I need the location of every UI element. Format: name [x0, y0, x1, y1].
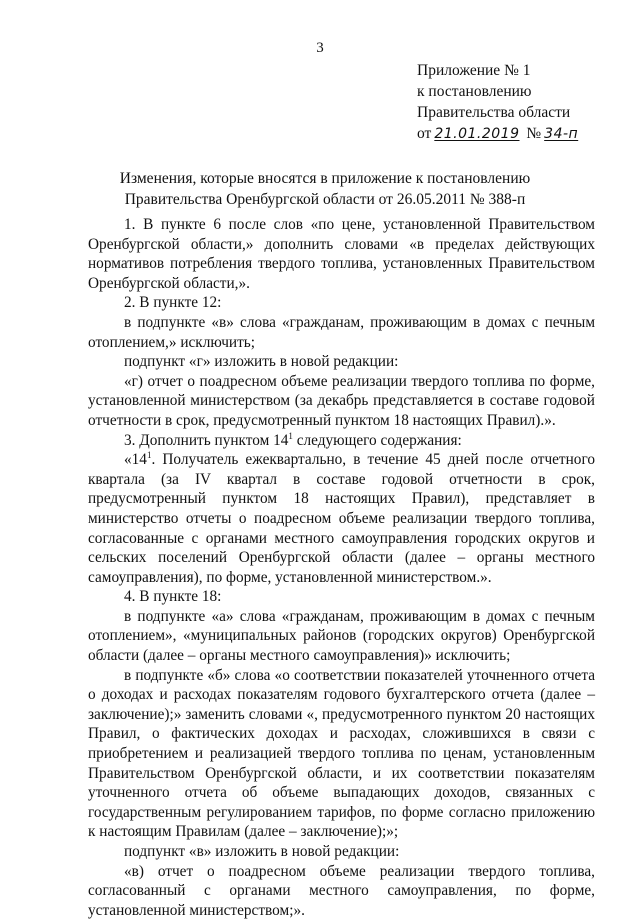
paragraph-subitem-b: в подпункте «б» слова «о соответствии показателей уточненного отчета о доходах и расходах показателям годового бухгалтерского отчета (далее – заключение);» заменить словами «, предусмотренного пунктом 20 настоящих Правил, о фактических доходах и расходах, сложившихся в связи с приобретением и реализацией твердого топлива по ценам, установленным Правительством Оренбургской области, и их соответствии показателям уточненного отчета об объеме выпадающих доходов, связанных с государственным регулированием тарифов, по форме согласно приложению к настоящим Правилам (далее – заключение);»; — [88, 666, 595, 841]
handwritten-number: 34-п — [544, 126, 579, 142]
paragraph-item-2: 2. В пункте 12: — [124, 294, 222, 312]
handwritten-date: 21.01.2019 — [434, 126, 520, 142]
text-fragment: следующего содержания: — [292, 431, 462, 449]
paragraph-subitem-v: в подпункте «в» слова «гражданам, проживающим в домах с печным отоплением,» исключить; — [88, 313, 595, 351]
date-prefix: от — [417, 125, 432, 142]
paragraph-subitem-v-text: «в) отчет о поадресном объеме реализации твердого топлива, согласованный с органами местного самоуправления, по форме, установленной министерством;». — [88, 862, 595, 919]
text-fragment: 3. Дополнить пунктом 14 — [124, 431, 289, 449]
appendix-title: Приложение № 1 — [417, 62, 531, 79]
page-number: 3 — [316, 40, 324, 56]
text-fragment: «14 — [124, 451, 147, 469]
appendix-reference: к постановлению — [417, 83, 532, 100]
paragraph-subitem-g-intro: подпункт «г» изложить в новой редакции: — [124, 353, 399, 371]
title-line-1: Изменения, которые вносятся в приложение к постановлению — [119, 170, 531, 187]
appendix-header — [417, 60, 581, 145]
document-body — [88, 215, 595, 920]
paragraph-item-4: 4. В пункте 18: — [124, 588, 222, 606]
paragraph-subitem-g-text: «г) отчет о поадресном объеме реализации твердого топлива по форме, установленной министерством (за декабрь представляется в составе годовой отчетности в срок, предусмотренный пунктом 18 настоящих Правил).». — [88, 372, 595, 429]
appendix-authority: Правительства области — [417, 104, 571, 121]
paragraph-item-3 — [88, 431, 595, 451]
superscript: 1 — [288, 430, 293, 441]
paragraph-item-14-1 — [88, 450, 595, 587]
paragraph-item-1: 1. В пункте 6 после слов «по цене, установленной Правительством Оренбургской области,» дополнить словами «в пределах действующих нормативов потребления твердого топлива, установленных Правительством Оренбургской области,». — [88, 216, 595, 292]
appendix-date-number — [417, 123, 581, 145]
paragraph-subitem-a: в подпункте «а» слова «гражданам, проживающим в домах с печным отоплением», «муниципальных районов (городских округов) Оренбургской области (далее – органы местного самоуправления)» исключить; — [88, 607, 595, 665]
title-line-2: Правительства Оренбургской области от 26.05.2011 № 388-п — [124, 191, 526, 208]
paragraph-subitem-v-intro: подпункт «в» изложить в новой редакции: — [124, 843, 400, 860]
superscript: 1 — [146, 450, 152, 461]
text-fragment: . Получатель ежеквартально, в течение 45 дней после отчетного квартала (за IV квартал в составе годовой отчетности в срок, предусмотренный пунктом 18 настоящих Правил), представляет в министерство отчеты о поадресном объеме реализации твердого топлива, согласованные с органами местного самоуправления городских округов и сельских поселений Оренбургской области (далее – органы местного самоуправления), по форме, установленной министерством.». — [88, 451, 595, 586]
document-title — [60, 168, 590, 210]
number-prefix: № — [526, 125, 542, 142]
